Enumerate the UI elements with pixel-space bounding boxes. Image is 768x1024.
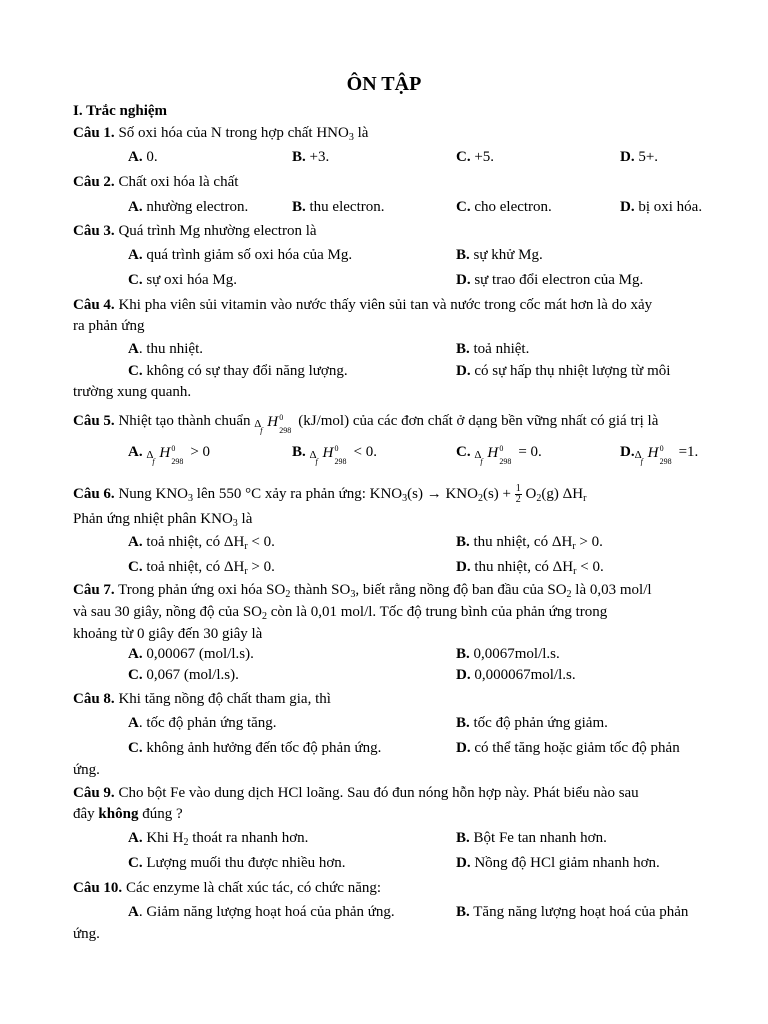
q9-option-d[interactable]: D. Nồng độ HCl giảm nhanh hơn. [456, 855, 660, 871]
q10-option-b[interactable]: B. Tăng năng lượng hoạt hoá của phản [456, 904, 689, 920]
q9-option-b[interactable]: B. Bột Fe tan nhanh hơn. [456, 830, 607, 846]
q5-option-b[interactable]: B. Δ f H 0 298 < 0. [292, 443, 377, 466]
q4-option-a[interactable]: A. thu nhiệt. [128, 341, 204, 357]
q1-option-c[interactable]: C. +5. [456, 149, 495, 165]
q8-option-c[interactable]: C. không ảnh hưởng đến tốc độ phản ứng. [128, 740, 382, 756]
q8-option-d[interactable]: D. có thể tăng hoặc giảm tốc độ phản [456, 740, 680, 756]
q8-option-a[interactable]: A. tốc độ phản ứng tăng. [128, 715, 277, 731]
q6-option-d[interactable]: D. thu nhiệt, có $\Delta H_r < 0$. [456, 559, 604, 577]
q4-option-d-continuation: trường xung quanh. [73, 384, 192, 400]
question-5: Câu 5. Nhiệt tạo thành chuẩn Δ f H 0 298 (kJ/mol) của các đơn chất ở dạng bền vững nhất có giá trị là [73, 412, 659, 435]
q1-option-d[interactable]: D. 5+. [620, 149, 659, 165]
question-1: Câu 1. Số oxi hóa của N trong hợp chất $HNO_3$ là [73, 125, 369, 143]
q7-option-a[interactable]: A. 0,00067 (mol/l.s). [128, 646, 254, 662]
q6-option-b[interactable]: B. thu nhiệt, có $\Delta H_r > 0$. [456, 534, 603, 552]
q9-option-a[interactable]: A. Khi $H_2$ thoát ra nhanh hơn. [128, 830, 309, 848]
q3-option-c[interactable]: C. sự oxi hóa Mg. [128, 272, 237, 288]
section-heading: I. Trắc nghiệm [73, 103, 168, 119]
q5-option-a[interactable]: A. Δ f H 0 298 > 0 [128, 443, 211, 466]
q10-option-a[interactable]: A. Giảm năng lượng hoạt hoá của phản ứng. [128, 904, 395, 920]
question-7-line3: khoảng từ 0 giây đến 30 giây là [73, 626, 263, 642]
question-2: Câu 2. Chất oxi hóa là chất [73, 174, 239, 190]
question-7-line2: và sau 30 giây, nồng độ của $SO_2$ còn là 0,01 mol/l. Tốc độ trung bình của phản ứng trong [73, 604, 608, 622]
q3-option-b[interactable]: B. sự khử Mg. [456, 247, 543, 263]
question-6: Câu 6. Nung $KNO_3$ lên 550 °C xảy ra phản ứng: $KNO_3(s) \to KNO_2(s)$ + $\frac{1}{2}$ $O_2(g)$ $\Delta H_r$ [73, 483, 587, 506]
question-4: Câu 4. Khi pha viên sủi vitamin vào nước thấy viên sủi tan và nước trong cốc mát hơn là do xảy [73, 297, 653, 313]
q3-option-d[interactable]: D. sự trao đổi electron của Mg. [456, 272, 644, 288]
q2-option-c[interactable]: C. cho electron. [456, 199, 552, 215]
q5-option-c[interactable]: C. Δ f H 0 298 = 0. [456, 443, 542, 466]
delta-h-symbol: Δ f H 0 298 [254, 412, 292, 435]
q4-option-d[interactable]: D. có sự hấp thụ nhiệt lượng từ môi [456, 363, 671, 379]
q4-option-b[interactable]: B. toả nhiệt. [456, 341, 530, 357]
question-7: Câu 7. Trong phản ứng oxi hóa $SO_2$ thành $SO_3$, biết rằng nồng độ ban đầu của $SO_2$ là 0,03 mol/l [73, 582, 652, 600]
question-8: Câu 8. Khi tăng nồng độ chất tham gia, thì [73, 691, 331, 707]
q8-option-b[interactable]: B. tốc độ phản ứng giảm. [456, 715, 608, 731]
question-10: Câu 10. Các enzyme là chất xúc tác, có chức năng: [73, 880, 382, 896]
question-9: Câu 9. Cho bột Fe vào dung dịch HCl loãng. Sau đó đun nóng hỗn hợp này. Phát biểu nào sau [73, 785, 639, 801]
q4-option-c[interactable]: C. không có sự thay đổi năng lượng. [128, 363, 348, 379]
question-3: Câu 3. Quá trình Mg nhường electron là [73, 223, 317, 239]
q5-option-d[interactable]: D. Δ f H 0 298 =1. [620, 443, 699, 466]
fraction-one-half: $\frac{1}{2}$ [515, 483, 521, 506]
q1-option-b[interactable]: B. +3. [292, 149, 330, 165]
question-6-line2: Phản ứng nhiệt phân $KNO_3$ là [73, 511, 253, 529]
q6-option-c[interactable]: C. toả nhiệt, có $\Delta H_r > 0$. [128, 559, 275, 577]
q1-option-a[interactable]: A. 0. [128, 149, 158, 165]
q10-option-b-continuation: ứng. [73, 926, 100, 942]
q6-option-a[interactable]: A. toả nhiệt, có $\Delta H_r < 0$. [128, 534, 275, 552]
q7-option-b[interactable]: B. 0,0067mol/l.s. [456, 646, 560, 662]
q3-option-a[interactable]: A. quá trình giảm số oxi hóa của Mg. [128, 247, 353, 263]
q8-option-d-continuation: ứng. [73, 762, 100, 778]
page-title: ÔN TẬP [346, 73, 422, 95]
q7-option-d[interactable]: D. 0,000067mol/l.s. [456, 667, 576, 683]
question-4-line2: ra phản ứng [73, 318, 145, 334]
question-9-line2: đây không đúng ? [73, 806, 183, 822]
q7-option-c[interactable]: C. 0,067 (mol/l.s). [128, 667, 239, 683]
q9-option-c[interactable]: C. Lượng muối thu được nhiều hơn. [128, 855, 346, 871]
q2-option-b[interactable]: B. thu electron. [292, 199, 385, 215]
q2-option-a[interactable]: A. nhường electron. [128, 199, 249, 215]
q2-option-d[interactable]: D. bị oxi hóa. [620, 199, 703, 215]
